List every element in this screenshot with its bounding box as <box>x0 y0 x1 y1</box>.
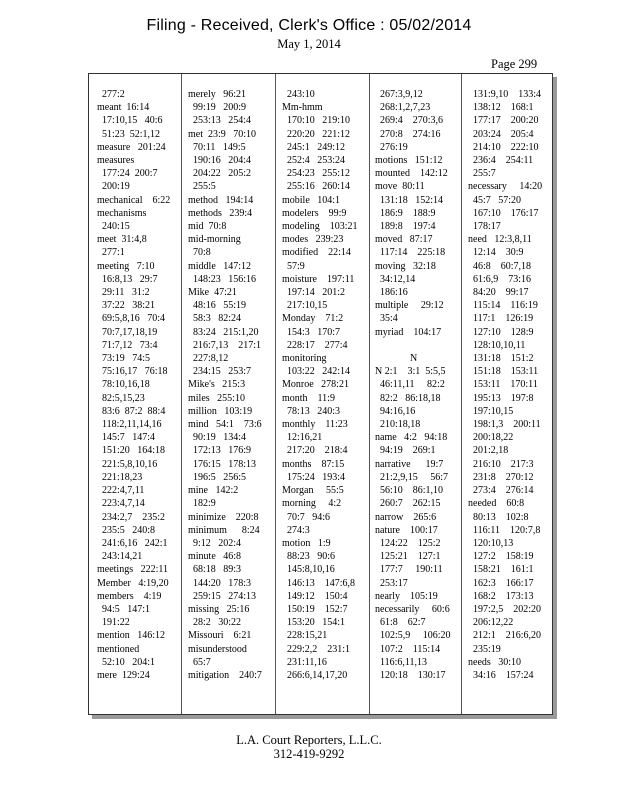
index-line: myriad 104:17 <box>375 326 442 338</box>
index-line: 46:11,11 82:2 <box>375 379 445 391</box>
index-line: needed 60:8 <box>468 498 525 510</box>
index-line: 61:8 62:7 <box>375 617 426 629</box>
index-line: 269:4 270:3,6 <box>375 115 444 127</box>
index-line: methods 239:4 <box>188 207 253 219</box>
index-line: N <box>375 353 418 365</box>
index-line: 58:3 82:24 <box>188 313 242 325</box>
index-line: 80:13 102:8 <box>468 511 529 523</box>
index-line: 206:12,22 <box>468 617 514 629</box>
index-line: minimum 8:24 <box>188 524 260 536</box>
index-line: narrative 19:7 <box>375 458 444 470</box>
index-line: motion 1:9 <box>282 537 331 549</box>
index-line: need 12:3,8,11 <box>468 234 532 246</box>
index-line: 274:3 <box>282 524 310 536</box>
index-line: 17:10,15 40:6 <box>97 115 163 127</box>
index-line: modeling 103:21 <box>282 221 358 233</box>
index-line: 70:11 149:5 <box>188 141 246 153</box>
index-line: name 4:2 94:18 <box>375 432 448 444</box>
index-line: 51:23 52:1,12 <box>97 128 161 140</box>
index-line: 115:14 116:19 <box>468 300 538 312</box>
index-line: 57:9 <box>282 260 305 272</box>
index-line: method 194:14 <box>188 194 254 206</box>
footer-phone: 312-419-9292 <box>273 747 345 761</box>
index-line: 70:7 94:6 <box>282 511 331 523</box>
index-line: 176:15 178:13 <box>188 458 257 470</box>
index-line: 52:10 204:1 <box>97 656 156 668</box>
index-line: 252:4 253:24 <box>282 155 346 167</box>
index-line: 148:23 156:16 <box>188 273 257 285</box>
index-line: mitigation 240:7 <box>188 669 262 681</box>
index-line: narrow 265:6 <box>375 511 437 523</box>
index-line: 197:2,5 202:20 <box>468 603 542 615</box>
index-line: 68:18 89:3 <box>188 564 242 576</box>
index-line: measure 201:24 <box>97 141 166 153</box>
index-line: Missouri 6:21 <box>188 630 252 642</box>
index-line: 78:10,16,18 <box>97 379 150 391</box>
index-line: 149:12 150:4 <box>282 590 348 602</box>
index-line: Mike's 215:3 <box>188 379 246 391</box>
index-line: 197:14 201:2 <box>282 287 346 299</box>
index-line: met 23:9 70:10 <box>188 128 257 140</box>
index-line: moved 87:17 <box>375 234 433 246</box>
index-line: 221:18,23 <box>97 471 143 483</box>
index-line: needs 30:10 <box>468 656 522 668</box>
index-line: 210:18,18 <box>375 419 421 431</box>
index-line: 240:15 <box>97 221 130 233</box>
index-line: 88:23 90:6 <box>282 551 336 563</box>
index-line: miles 255:10 <box>188 392 245 404</box>
index-line: 198:1,3 200:11 <box>468 419 541 431</box>
index-line: 153:20 154:1 <box>282 617 346 629</box>
index-line: mobile 104:1 <box>282 194 341 206</box>
index-line: 253:13 254:4 <box>188 115 252 127</box>
index-line: 200:19 <box>97 181 130 193</box>
index-line: 117:1 126:19 <box>468 313 534 325</box>
index-line: 259:15 274:13 <box>188 590 257 602</box>
index-line: 83:6 87:2 88:4 <box>97 405 166 417</box>
index-line: 125:21 127:1 <box>375 551 441 563</box>
index-line: 12:16,21 <box>282 432 323 444</box>
index-line: 158:21 161:1 <box>468 564 534 576</box>
index-line: million 103:19 <box>188 405 253 417</box>
index-line: 120:10,13 <box>468 537 514 549</box>
index-line: 201:2,18 <box>468 445 509 457</box>
index-line: 128:10,10,11 <box>468 339 526 351</box>
index-line: 204:22 205:2 <box>188 168 252 180</box>
index-line: moisture 197:11 <box>282 273 355 285</box>
index-line: 127:2 158:19 <box>468 551 534 563</box>
index-line: 69:5,8,16 70:4 <box>97 313 166 325</box>
index-line: 144:20 178:3 <box>188 577 252 589</box>
index-line: 200:18,22 <box>468 432 514 444</box>
index-line: mid 70:8 <box>188 221 227 233</box>
index-line: 277:2 <box>97 89 125 100</box>
index-line: 228:17 277:4 <box>282 339 348 351</box>
index-line: 94:5 147:1 <box>97 603 151 615</box>
index-line: 82:5,15,23 <box>97 392 145 404</box>
transcript-date: May 1, 2014 <box>277 37 341 51</box>
index-line: 177:17 200:20 <box>468 115 539 127</box>
index-line: 116:6,11,13 <box>375 656 428 668</box>
index-line: mid-morning <box>188 234 241 246</box>
index-line: 46:8 60:7,18 <box>468 260 532 272</box>
index-line: 61:6,9 73:16 <box>468 273 532 285</box>
index-line: 177:24 200:7 <box>97 168 158 180</box>
index-line: morning 4:2 <box>282 498 342 510</box>
index-line: members 4:19 <box>97 590 162 602</box>
index-line: 9:12 202:4 <box>188 537 242 549</box>
index-line: 12:14 30:9 <box>468 247 524 259</box>
index-line: 150:19 152:7 <box>282 603 348 615</box>
index-line: 231:11,16 <box>282 656 327 668</box>
index-line: misunderstood <box>188 643 247 655</box>
index-line <box>375 339 465 352</box>
index-line: 231:8 270:12 <box>468 471 534 483</box>
index-line: 29:11 31:2 <box>97 287 150 299</box>
index-line: 90:19 134:4 <box>188 432 247 444</box>
index-line: 131:18 151:2 <box>468 353 534 365</box>
index-line: 94:16,16 <box>375 405 416 417</box>
index-line: necessary 14:20 <box>468 181 543 193</box>
index-line: 190:16 204:4 <box>188 155 252 167</box>
index-line: months 87:15 <box>282 458 345 470</box>
index-line: 16:8,13 29:7 <box>97 273 158 285</box>
index-line: 154:3 170:7 <box>282 326 341 338</box>
index-line: mine 142:2 <box>188 485 239 497</box>
index-line: 217:20 218:4 <box>282 445 348 457</box>
index-line: 216:10 217:3 <box>468 458 534 470</box>
index-line: 243:14,21 <box>97 551 143 563</box>
index-line: 146:13 147:6,8 <box>282 577 356 589</box>
index-column-2 <box>188 88 278 682</box>
index-line: 124:22 125:2 <box>375 537 441 549</box>
index-line: 177:7 190:11 <box>375 564 443 576</box>
index-line: 45:7 57:20 <box>468 194 522 206</box>
index-line: 243:10 <box>282 89 315 100</box>
index-line: multiple 29:12 <box>375 300 444 312</box>
index-line: 131:9,10 133:4 <box>468 89 542 100</box>
index-line: 228:15,21 <box>282 630 328 642</box>
index-line: 217:10,15 <box>282 300 328 312</box>
index-line: 216:7,13 217:1 <box>188 339 262 351</box>
index-line: monthly 11:23 <box>282 419 348 431</box>
index-line: 127:10 128:9 <box>468 326 534 338</box>
index-line: mere 129:24 <box>97 669 150 681</box>
index-line: 241:6,16 242:1 <box>97 537 168 549</box>
index-line: 131:18 152:14 <box>375 194 444 206</box>
index-line: modified 22:14 <box>282 247 351 259</box>
index-line: Mike 47:21 <box>188 287 237 299</box>
index-line: 197:10,15 <box>468 405 514 417</box>
index-line: meetings 222:11 <box>97 564 169 576</box>
index-line: month 11:9 <box>282 392 335 404</box>
index-line: 266:6,14,17,20 <box>282 669 348 681</box>
index-line: 145:8,10,16 <box>282 564 335 576</box>
index-line: 48:16 55:19 <box>188 300 247 312</box>
index-line: 78:13 240:3 <box>282 405 341 417</box>
index-line: mind 54:1 73:6 <box>188 419 262 431</box>
index-line: 189:8 197:4 <box>375 221 436 233</box>
index-line: 267:3,9,12 <box>375 89 423 100</box>
index-line: minimize 220:8 <box>188 511 259 523</box>
index-line: 37:22 38:21 <box>97 300 156 312</box>
index-line: 138:12 168:1 <box>468 102 534 114</box>
index-line: 70:8 <box>188 247 211 259</box>
index-line: 186:16 <box>375 287 408 299</box>
index-line: 153:11 170:11 <box>468 379 538 391</box>
index-line: Morgan 55:5 <box>282 485 344 497</box>
index-line: 236:4 254:11 <box>468 155 534 167</box>
index-line: 118:2,11,14,16 <box>97 419 162 431</box>
index-line: 221:5,8,10,16 <box>97 458 158 470</box>
index-line: meeting 7:10 <box>97 260 155 272</box>
index-line: 175:24 193:4 <box>282 471 346 483</box>
index-line: 277:1 <box>97 247 125 259</box>
index-line: 167:10 176:17 <box>468 207 539 219</box>
index-line: mentioned <box>97 643 140 655</box>
index-line: motions 151:12 <box>375 155 443 167</box>
index-line: 255:5 <box>188 181 216 193</box>
index-line: 75:16,17 76:18 <box>97 366 168 378</box>
index-line: 229:2,2 231:1 <box>282 643 351 655</box>
index-line: nearly 105:19 <box>375 590 438 602</box>
index-line: merely 96:21 <box>188 89 247 100</box>
index-line: meet 31:4,8 <box>97 234 147 246</box>
index-column-5 <box>468 88 558 682</box>
index-line: moving 32:18 <box>375 260 436 272</box>
index-line: 103:22 242:14 <box>282 366 351 378</box>
index-column-1 <box>97 88 187 682</box>
index-line: 182:9 <box>188 498 216 510</box>
index-line: necessarily 60:6 <box>375 603 450 615</box>
index-line: 70:7,17,18,19 <box>97 326 158 338</box>
index-line: 83:24 215:1,20 <box>188 326 259 338</box>
index-line: 195:13 197:8 <box>468 392 534 404</box>
index-line: 35:4 <box>375 313 398 325</box>
index-line: 99:19 200:9 <box>188 102 247 114</box>
index-line: 170:10 219:10 <box>282 115 351 127</box>
index-line: Monday 71:2 <box>282 313 344 325</box>
index-line: 186:9 188:9 <box>375 207 436 219</box>
index-line: 227:8,12 <box>188 353 229 365</box>
index-line: 73:19 74:5 <box>97 353 151 365</box>
index-line: 235:19 <box>468 643 501 655</box>
index-line: 65:7 <box>188 656 211 668</box>
index-line: 82:2 86:18,18 <box>375 392 441 404</box>
index-line: 234:2,7 235:2 <box>97 511 166 523</box>
index-line: mechanical 6:22 <box>97 194 171 206</box>
index-line: 84:20 99:17 <box>468 287 529 299</box>
index-line: 254:23 255:12 <box>282 168 351 180</box>
index-line: 255:7 <box>468 168 496 180</box>
index-line: N 2:1 3:1 5:5,5 <box>375 366 446 378</box>
index-table <box>88 73 553 715</box>
index-line: 234:15 253:7 <box>188 366 252 378</box>
index-line: 223:4,7,14 <box>97 498 145 510</box>
index-line: 56:10 86:1,10 <box>375 485 444 497</box>
index-line: missing 25:16 <box>188 603 250 615</box>
index-line: 21:2,9,15 56:7 <box>375 471 449 483</box>
index-line: modelers 99:9 <box>282 207 347 219</box>
index-line: modes 239:23 <box>282 234 344 246</box>
index-line: 107:2 115:14 <box>375 643 441 655</box>
index-line: 260:7 262:15 <box>375 498 441 510</box>
index-line: 235:5 240:8 <box>97 524 156 536</box>
index-line: monitoring <box>282 353 327 365</box>
index-line: move 80:11 <box>375 181 425 193</box>
index-line: 178:17 <box>468 221 501 233</box>
index-line: 222:4,7,11 <box>97 485 145 497</box>
index-line: 196:5 256:5 <box>188 471 247 483</box>
index-line: 270:8 274:16 <box>375 128 441 140</box>
index-line: Monroe 278:21 <box>282 379 349 391</box>
index-line: 94:19 269:1 <box>375 445 436 457</box>
index-line: nature 100:17 <box>375 524 438 536</box>
index-line: 28:2 30:22 <box>188 617 242 629</box>
index-line: 71:7,12 73:4 <box>97 339 158 351</box>
index-line: 253:17 <box>375 577 408 589</box>
index-line: 120:18 130:17 <box>375 669 446 681</box>
index-line: 203:24 205:4 <box>468 128 534 140</box>
index-line: 214:10 222:10 <box>468 141 539 153</box>
index-line: 212:1 216:6,20 <box>468 630 542 642</box>
index-line: 145:7 147:4 <box>97 432 156 444</box>
index-line: mechanisms <box>97 207 147 219</box>
index-line: 191:22 <box>97 617 130 629</box>
index-line: 34:16 157:24 <box>468 669 534 681</box>
index-column-4 <box>375 88 465 682</box>
index-line: minute 46:8 <box>188 551 242 563</box>
index-line: 102:5,9 106:20 <box>375 630 451 642</box>
index-line: 268:1,2,7,23 <box>375 102 431 114</box>
index-line: 34:12,14 <box>375 273 416 285</box>
index-line: 245:1 249:12 <box>282 141 346 153</box>
index-line: 172:13 176:9 <box>188 445 252 457</box>
footer-company: L.A. Court Reporters, L.L.C. <box>236 733 382 747</box>
index-line: measures <box>97 155 135 167</box>
index-line: 255:16 260:14 <box>282 181 351 193</box>
index-line: meant 16:14 <box>97 102 150 114</box>
page-number: Page 299 <box>491 57 538 71</box>
index-line: 168:2 173:13 <box>468 590 534 602</box>
index-line: mounted 142:12 <box>375 168 448 180</box>
index-line: mention 146:12 <box>97 630 166 642</box>
index-line: 276:19 <box>375 141 408 153</box>
index-line: Member 4:19,20 <box>97 577 169 589</box>
index-line: 151:18 153:11 <box>468 366 539 378</box>
index-line: Mm-hmm <box>282 102 323 114</box>
index-line: 162:3 166:17 <box>468 577 534 589</box>
index-line: 116:11 120:7,8 <box>468 524 541 536</box>
index-line: 117:14 225:18 <box>375 247 446 259</box>
filing-stamp: Filing - Received, Clerk's Office : 05/02/2014 <box>146 17 472 34</box>
index-line: 220:20 221:12 <box>282 128 351 140</box>
index-line: 273:4 276:14 <box>468 485 534 497</box>
index-column-3 <box>282 88 372 682</box>
index-line: middle 147:12 <box>188 260 252 272</box>
index-line: 151:20 164:18 <box>97 445 166 457</box>
